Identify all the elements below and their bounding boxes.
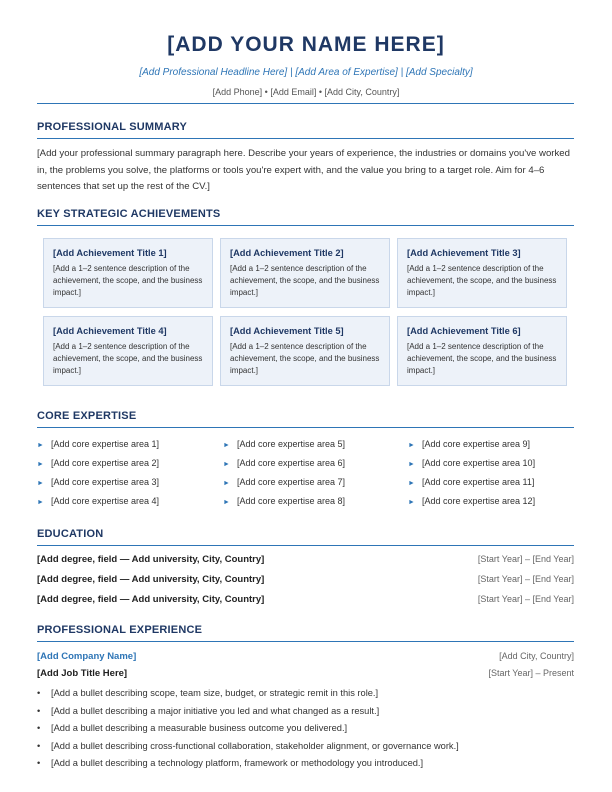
experience-bullet: • [Add a bullet describing a major initiative you led and what changed as a result.] [37, 703, 577, 721]
achievement-title: [Add Achievement Title 6] [407, 326, 521, 336]
achievement-card [43, 316, 213, 386]
expertise-divider [37, 427, 574, 428]
expertise-item: ► [Add core expertise area 4] [37, 496, 160, 506]
education-degree: [Add degree, field — Add university, City, Country] [37, 574, 265, 585]
expertise-item: ► [Add core expertise area 10] [408, 458, 536, 468]
education-years: [Start Year] – [End Year] [477, 594, 574, 604]
triangle-right-icon: ► [223, 442, 230, 449]
expertise-item: ► [Add core expertise area 11] [408, 477, 535, 487]
achievement-title: [Add Achievement Title 4] [53, 326, 167, 336]
candidate-name: [ADD YOUR NAME HERE] [167, 33, 445, 56]
education-years: [Start Year] – [End Year] [477, 574, 574, 584]
triangle-right-icon: ► [37, 461, 44, 468]
achievement-desc: [Add a 1–2 sentence description of the achievement, the scope, and the business impact.] [230, 264, 380, 298]
education-degree: [Add degree, field — Add university, City, Country] [37, 594, 265, 605]
summary-text: [Add your professional summary paragraph here. Describe your years of experience, the industries or domains you've worked in, the problems you solve, the platforms or tools you're expert with, and the value you bring to a target role. Aim for 4–6 sentences that set up the rest of the CV.] [37, 148, 570, 192]
company-name: [Add Company Name] [37, 651, 137, 662]
triangle-right-icon: ► [408, 461, 415, 468]
achievement-desc: [Add a 1–2 sentence description of the achievement, the scope, and the business impact.] [230, 342, 380, 376]
header-divider [37, 103, 574, 104]
experience-bullet: • [Add a bullet describing a technology platform, framework or methodology you introduced.] [37, 755, 577, 773]
contact-line: [Add Phone] • [Add Email] • [Add City, Country] [212, 87, 400, 97]
triangle-right-icon: ► [37, 499, 44, 506]
expertise-heading: CORE EXPERTISE [37, 410, 137, 422]
triangle-right-icon: ► [408, 442, 415, 449]
job-title: [Add Job Title Here] [37, 668, 128, 679]
expertise-item: ► [Add core expertise area 9] [408, 439, 531, 449]
achievement-title: [Add Achievement Title 2] [230, 248, 344, 258]
summary-heading: PROFESSIONAL SUMMARY [37, 121, 188, 133]
triangle-right-icon: ► [223, 461, 230, 468]
education-divider [37, 545, 574, 546]
summary-divider [37, 138, 574, 139]
triangle-right-icon: ► [223, 480, 230, 487]
bullet-dot-icon: • [37, 688, 41, 698]
achievement-title: [Add Achievement Title 1] [53, 248, 167, 258]
achievements-divider [37, 225, 574, 226]
achievement-title: [Add Achievement Title 3] [407, 248, 521, 258]
triangle-right-icon: ► [223, 499, 230, 506]
bullet-dot-icon: • [37, 705, 41, 716]
achievement-card [397, 316, 567, 386]
achievement-desc: [Add a 1–2 sentence description of the achievement, the scope, and the business impact.] [407, 264, 557, 298]
education-years: [Start Year] – [End Year] [477, 554, 574, 564]
experience-bullet: • [Add a bullet describing cross-functional collaboration, stakeholder alignment, or governance work.] [37, 738, 577, 756]
professional-headline: [Add Professional Headline Here] | [Add Area of Expertise] | [Add Specialty] [139, 67, 473, 78]
triangle-right-icon: ► [408, 480, 415, 487]
triangle-right-icon: ► [37, 442, 44, 449]
company-location: [Add City, Country] [499, 651, 574, 661]
expertise-item: ► [Add core expertise area 2] [37, 458, 160, 468]
education-heading: EDUCATION [37, 528, 104, 540]
achievements-heading: KEY STRATEGIC ACHIEVEMENTS [37, 208, 221, 220]
experience-divider [37, 641, 574, 642]
expertise-item: ► [Add core expertise area 7] [223, 477, 346, 487]
experience-bullet: • [Add a bullet describing scope, team size, budget, or strategic remit in this role.] [37, 685, 577, 703]
expertise-item: ► [Add core expertise area 3] [37, 477, 160, 487]
experience-heading: PROFESSIONAL EXPERIENCE [37, 624, 203, 636]
bullet-dot-icon: • [37, 758, 41, 768]
job-dates: [Start Year] – Present [488, 668, 574, 678]
achievement-title: [Add Achievement Title 5] [230, 326, 344, 336]
expertise-item: ► [Add core expertise area 12] [408, 496, 536, 506]
achievement-card [397, 238, 567, 308]
experience-bullets [37, 685, 577, 773]
expertise-item: ► [Add core expertise area 5] [223, 439, 346, 449]
achievement-card [220, 238, 390, 308]
achievement-desc: [Add a 1–2 sentence description of the achievement, the scope, and the business impact.] [53, 342, 203, 376]
education-degree: [Add degree, field — Add university, City, Country] [37, 554, 265, 565]
achievement-desc: [Add a 1–2 sentence description of the achievement, the scope, and the business impact.] [407, 342, 557, 376]
bullet-dot-icon: • [37, 740, 41, 751]
expertise-item: ► [Add core expertise area 1] [37, 439, 160, 449]
expertise-item: ► [Add core expertise area 8] [223, 496, 346, 506]
expertise-item: ► [Add core expertise area 6] [223, 458, 346, 468]
triangle-right-icon: ► [37, 480, 44, 487]
achievement-card [220, 316, 390, 386]
triangle-right-icon: ► [408, 499, 415, 506]
experience-bullet: • [Add a bullet describing a measurable business outcome you delivered.] [37, 720, 577, 738]
achievement-desc: [Add a 1–2 sentence description of the achievement, the scope, and the business impact.] [53, 264, 203, 298]
bullet-dot-icon: • [37, 723, 41, 733]
achievement-card [43, 238, 213, 308]
